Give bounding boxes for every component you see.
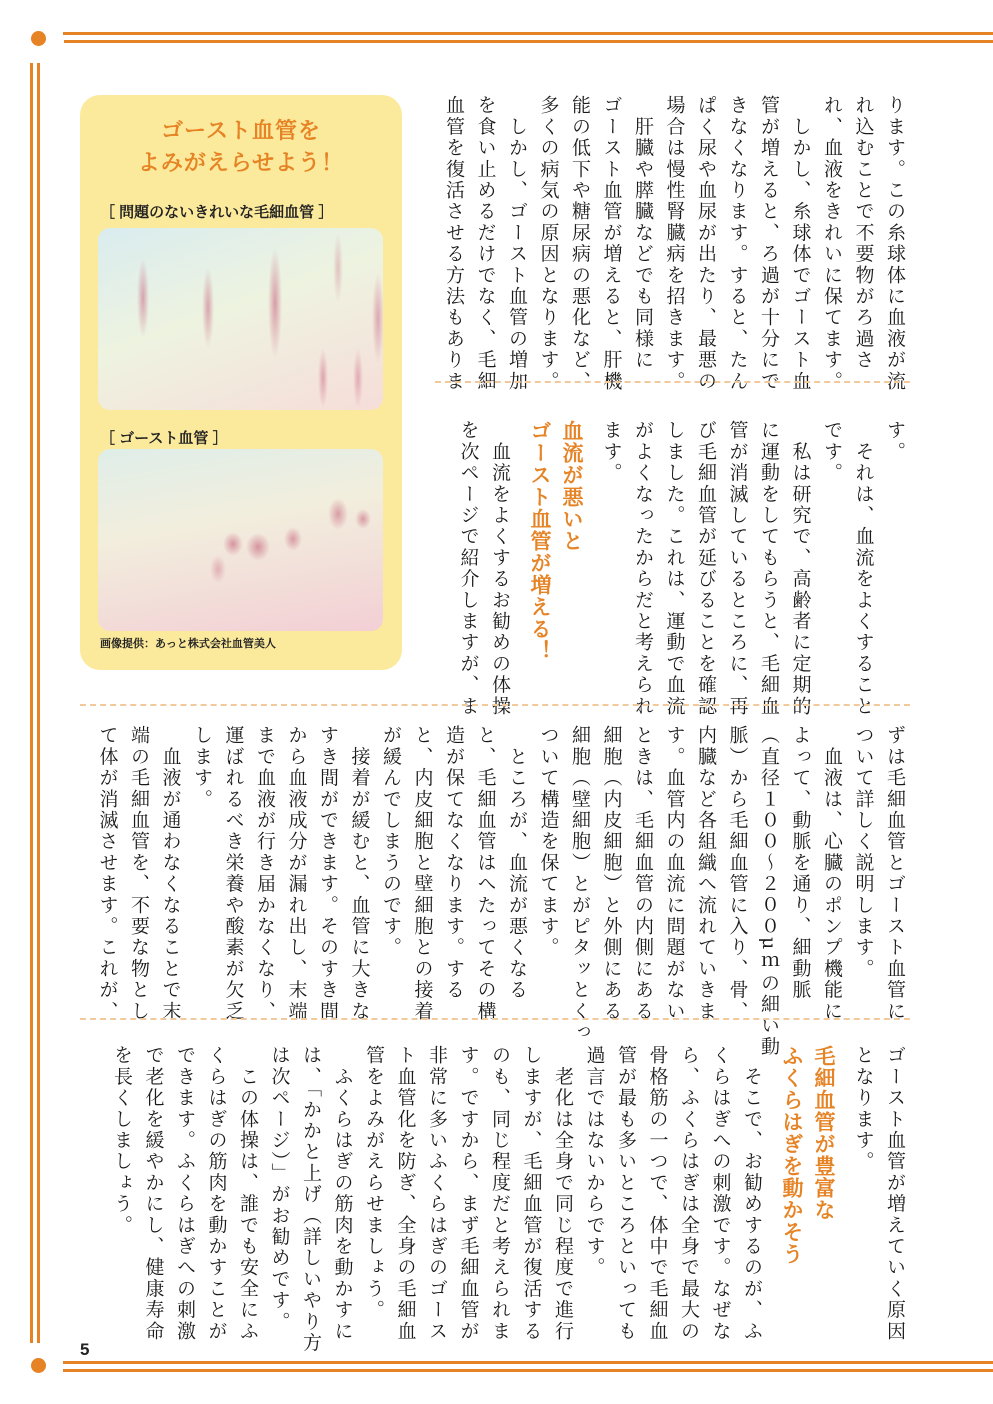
- text-line: 血流をよくするお勧めの体操: [489, 420, 511, 717]
- text-line: に運動をしてもらうと、毛細血: [758, 420, 780, 717]
- text-line: です。: [821, 420, 843, 484]
- text-line: は次ページ）」がお勧めです。: [268, 1045, 291, 1333]
- left-rule-2: [37, 63, 40, 1343]
- section-heading-calves: [767, 1045, 847, 1315]
- left-rule-1: [30, 63, 33, 1343]
- section-heading-blood-flow: [515, 420, 595, 680]
- text-line: します。: [191, 725, 213, 810]
- text-line: 運ばれるべき栄養や酸素が欠乏: [222, 725, 245, 1022]
- text-line: 管が消滅しているところに、再: [726, 420, 749, 717]
- text-line: （直径１００〜２００μｍの細い動: [758, 725, 780, 1058]
- photo-clean-capillaries: [98, 228, 383, 410]
- text-line: 能の低下や糖尿病の悪化など、: [569, 95, 591, 392]
- text-line: 血液が通わなくなることで末: [159, 725, 182, 1022]
- image-credit: 画像提供：あっと株式会社血管美人: [100, 638, 276, 650]
- text-line: 多くの病気の原因となります。: [537, 95, 560, 392]
- text-line: 造が保てなくなります。する: [443, 725, 465, 1001]
- text-line: ゴースト血管が増えていく原因: [884, 1045, 906, 1342]
- text-line: くらはぎへの刺激です。なぜな: [709, 1045, 732, 1342]
- text-line: を次ページで紹介しますが、ま: [457, 420, 480, 717]
- caption-ghost-vessels: ［ ゴースト血管 ］: [100, 430, 228, 447]
- text-line: ときは、毛細血管の内側にある: [632, 725, 654, 1022]
- text-line: ります。この糸球体に血液が流: [884, 95, 906, 392]
- text-line: それは、血流をよくすること: [852, 420, 875, 717]
- text-line: を食い止めるだけでなく、毛細: [474, 95, 497, 392]
- text-line: す。血管内の血流に問題がない: [663, 725, 686, 1022]
- corner-dot-top: [31, 31, 46, 46]
- text-line: 非常に多いふくらはぎのゴース: [426, 1045, 448, 1342]
- text-line: 接着が緩むと、血管に大きな: [348, 725, 371, 1022]
- text-line: び毛細血管が延びることを確認: [695, 420, 717, 717]
- heading-line1: 血流が悪いと: [560, 420, 583, 552]
- text-line: ら、ふくらはぎは全身で最大の: [678, 1045, 700, 1342]
- article-section-2: [452, 420, 910, 717]
- text-line: 場合は慢性腎臓病を招きます。: [663, 95, 686, 392]
- text-line: すき間ができます。そのすき間: [317, 725, 339, 1022]
- text-line: となります。: [852, 1045, 875, 1173]
- text-line: よって、動脈を通り、細動脈: [789, 725, 812, 1001]
- photo-ghost-vessels: [98, 449, 383, 631]
- divider-dashed-1: [435, 381, 910, 383]
- text-line: で老化を緩やかにし、健康寿命: [142, 1045, 165, 1342]
- text-line: 細胞（内皮細胞）と外側にある: [600, 725, 623, 1022]
- text-line: て体が消滅させます。これが、: [96, 725, 119, 1022]
- text-line: 骨格筋の一つで、体中で毛細血: [646, 1045, 669, 1342]
- text-line: しますが、毛細血管が復活する: [520, 1045, 543, 1342]
- text-line: そこで、お勧めするのが、ふ: [741, 1045, 763, 1342]
- text-line: まで血液が行き届かなくなり、: [254, 725, 276, 1022]
- sidebar-title-line2: よみがえらせよう！: [137, 150, 345, 175]
- bottom-rule-1: [63, 1361, 993, 1364]
- text-line: ト血管化を防ぎ、全身の毛細血: [394, 1045, 417, 1342]
- text-line: この体操は、誰でも安全にふ: [237, 1045, 259, 1342]
- text-line: ついて構造を保てます。: [537, 725, 560, 959]
- article-section-3: [91, 725, 910, 1058]
- text-line: す。: [884, 420, 906, 463]
- text-line: しました。これは、運動で血流: [663, 420, 686, 717]
- text-line: 細胞（壁細胞）とがピタッとくっ: [569, 725, 591, 1043]
- article-section-4: [106, 1045, 911, 1354]
- article-section-1: [438, 95, 911, 392]
- text-line: 内臓など各組織へ流れていきま: [695, 725, 717, 1022]
- divider-dashed-2: [80, 704, 910, 706]
- page-number: 5: [80, 1340, 90, 1359]
- text-line: 端の毛細血管を、不要な物とし: [128, 725, 150, 1022]
- text-line: しかし、ゴースト血管の増加: [506, 95, 528, 392]
- corner-dot-bottom: [31, 1358, 46, 1373]
- heading-line2: ふくらはぎを動かそう: [780, 1045, 803, 1265]
- text-line: 過言ではないからです。: [583, 1045, 606, 1279]
- text-line: と、毛細血管はへたってその構: [474, 725, 497, 1022]
- sidebar-box: [80, 95, 402, 670]
- text-line: 管が増えると、ろ過が十分にで: [758, 95, 780, 392]
- text-line: ついて詳しく説明します。: [852, 725, 875, 980]
- sidebar-title: [80, 115, 402, 179]
- text-line: くらはぎの筋肉を動かすことが: [205, 1045, 228, 1342]
- text-line: れ、血液をきれいに保てます。: [821, 95, 843, 392]
- text-line: ずは毛細血管とゴースト血管に: [884, 725, 906, 1022]
- text-line: ゴースト血管が増えると、肝機: [600, 95, 623, 392]
- top-rule-2: [64, 40, 993, 43]
- text-line: きなくなります。すると、たん: [726, 95, 749, 392]
- text-line: のも、同じ程度だと考えられま: [489, 1045, 511, 1342]
- sidebar-title-line1: ゴースト血管を: [161, 118, 321, 143]
- text-line: しかし、糸球体でゴースト血: [789, 95, 812, 392]
- text-line: ます。: [600, 420, 623, 484]
- text-line: を長くしましょう。: [111, 1045, 133, 1236]
- text-line: ところが、血流が悪くなる: [506, 725, 528, 1001]
- bottom-rule-2: [63, 1369, 993, 1372]
- divider-dashed-3: [80, 1018, 910, 1020]
- text-line: 血管を復活させる方法もありま: [443, 95, 465, 392]
- text-line: ふくらはぎの筋肉を動かすに: [331, 1045, 354, 1342]
- text-line: と、内皮細胞と壁細胞との接着: [411, 725, 434, 1022]
- caption-clean-capillaries: ［ 問題のないきれいな毛細血管 ］: [100, 204, 334, 221]
- text-line: す。ですから、まず毛細血管が: [457, 1045, 480, 1342]
- text-line: 脈）から毛細血管に入り、骨、: [726, 725, 749, 1022]
- text-line: がよくなったからだと考えられ: [632, 420, 654, 717]
- text-line: が緩んでしまうのです。: [380, 725, 402, 959]
- text-line: 肝臓や膵臓などでも同様に: [632, 95, 654, 371]
- text-line: 管が最も多いところといっても: [615, 1045, 637, 1342]
- heading-line2: ゴースト血管が増える！: [528, 420, 551, 662]
- text-line: 血液は、心臓のポンプ機能に: [821, 725, 843, 1022]
- text-line: れ込むことで不要物がろ過さ: [852, 95, 875, 371]
- text-line: から血液成分が漏れ出し、末端: [285, 725, 308, 1022]
- text-line: は、「かかと上げ（詳しいやり方: [300, 1045, 322, 1354]
- text-line: 私は研究で、高齢者に定期的: [789, 420, 812, 717]
- heading-line1: 毛細血管が豊富な: [812, 1045, 835, 1221]
- text-line: 老化は全身で同じ程度で進行: [552, 1045, 574, 1342]
- text-line: できます。ふくらはぎへの刺激: [174, 1045, 196, 1342]
- text-line: 管をよみがえらせましょう。: [363, 1045, 385, 1321]
- top-rule-1: [63, 32, 993, 35]
- text-line: ぱく尿や血尿が出たり、最悪の: [695, 95, 717, 392]
